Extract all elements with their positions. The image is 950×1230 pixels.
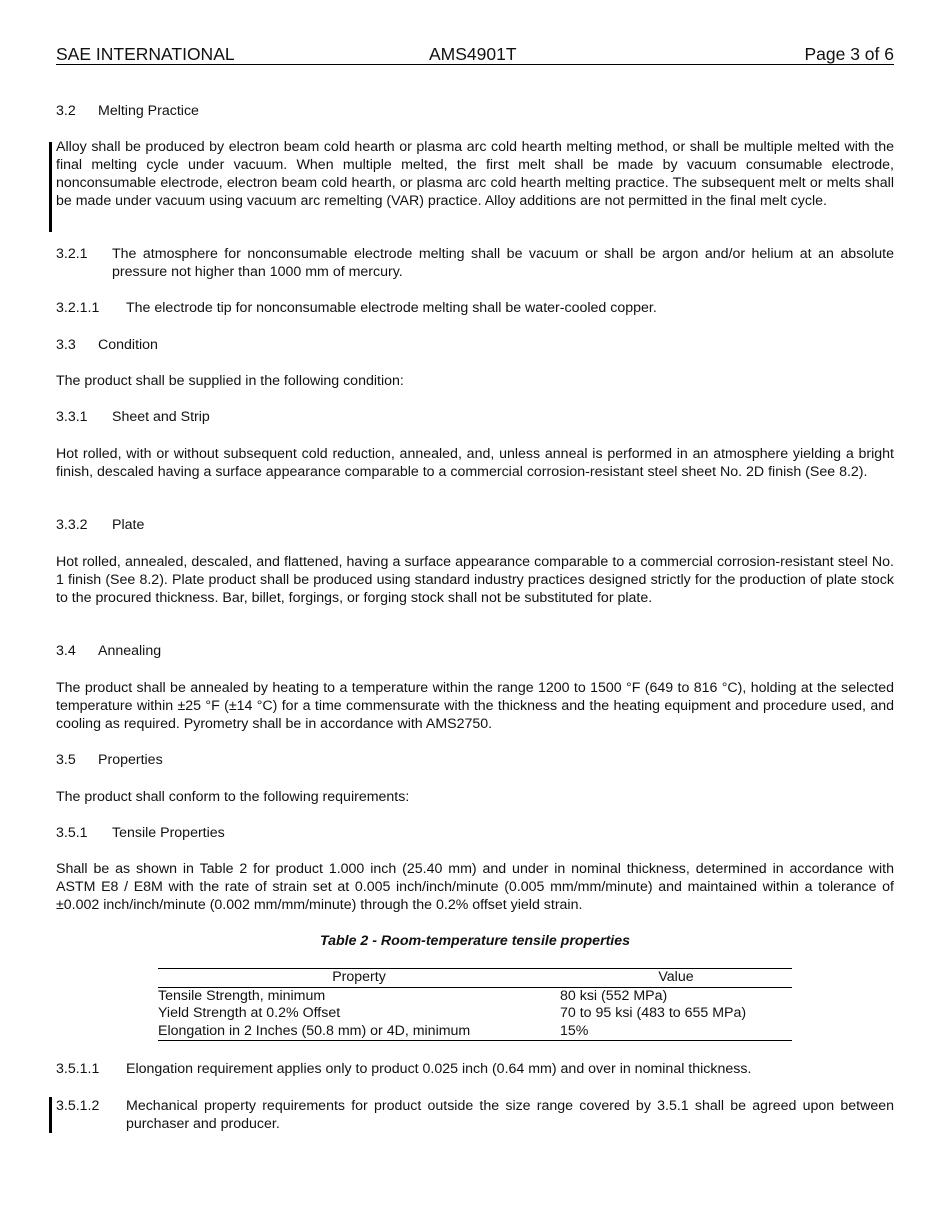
section-3-3-1-body: Hot rolled, with or without subsequent cold reduction, annealed, and, unless anneal is performed in an atmosphere yielding a bright finish, descaled having a surface appearance comparable to a commercial corrosion-resistant steel sheet No. 2D finish (See 8.2).	[56, 446, 894, 480]
table-header-property: Property	[158, 969, 560, 988]
table-cell-value: 70 to 95 ksi (483 to 655 MPa)	[560, 1005, 747, 1021]
change-bar	[49, 1097, 52, 1133]
section-3-2-1: 3.2.1 The atmosphere for nonconsumable electrode melting shall be vacuum or shall be argon and/or helium at an absolute pressure not higher than 1000 mm of mercury.	[56, 246, 894, 280]
table-cell-value: 80 ksi (552 MPa)	[560, 987, 668, 1004]
header-org: SAE INTERNATIONAL	[56, 44, 235, 64]
section-3-2-1-1: 3.2.1.1 The electrode tip for nonconsumable electrode melting shall be water-cooled copper.	[56, 300, 657, 316]
table-row	[158, 987, 792, 1005]
header-page-number: Page 3 of 6	[804, 44, 894, 64]
header-doc-number: AMS4901T	[429, 44, 517, 64]
section-3-3-1-heading: 3.3.1 Sheet and Strip	[56, 409, 210, 425]
section-3-3-heading: 3.3 Condition	[56, 337, 158, 353]
table-caption: Table 2 - Room-temperature tensile properties	[319, 933, 631, 949]
table-header-row	[158, 969, 792, 988]
section-3-5-1-heading: 3.5.1 Tensile Properties	[56, 825, 225, 841]
section-3-5-heading: 3.5 Properties	[56, 752, 163, 768]
change-bar	[49, 142, 52, 232]
page-header	[56, 44, 894, 65]
section-3-5-1-1: 3.5.1.1 Elongation requirement applies only to product 0.025 inch (0.64 mm) and over in nominal thickness.	[56, 1061, 752, 1077]
table-cell-value: 15%	[560, 1023, 792, 1041]
tensile-properties-table	[158, 968, 792, 1041]
section-3-5-1-2: 3.5.1.2 Mechanical property requirements for product outside the size range covered by 3.5.1 shall be agreed upon between purchaser and producer.	[56, 1098, 894, 1132]
section-3-2-body: Alloy shall be produced by electron beam cold hearth or plasma arc cold hearth melting method, or shall be multiple melted with the final melting cycle under vacuum. When multiple melted, the first melt shall be made by vacuum consumable electrode, nonconsumable electrode, electron beam cold hearth, or plasma arc cold hearth melting practice. The subsequent melt or melts shall be made under vacuum using vacuum arc remelting (VAR) practice. Alloy additions are not permitted in the final melt cycle.	[56, 139, 894, 209]
section-3-5-body: The product shall conform to the following requirements:	[56, 789, 410, 805]
table-cell-property: Tensile Strength, minimum	[158, 987, 326, 1004]
section-3-4-body: The product shall be annealed by heating to a temperature within the range 1200 to 1500 °F (649 to 816 °C), holding at the selected temperature within ±25 °F (±14 °C) for a time commensurate with the thickness and the heating equipment and procedure used, and cooling as required. Pyrometry shall be in accordance with AMS2750.	[56, 680, 894, 732]
section-3-5-1-body: Shall be as shown in Table 2 for product 1.000 inch (25.40 mm) and under in nominal thickness, determined in accordance with ASTM E8 / E8M with the rate of strain set at 0.005 inch/inch/minute (0.005 mm/mm/minute) and maintained within a tolerance of ±0.002 inch/inch/minute (0.002 mm/mm/minute) through the 0.2% offset yield strain.	[56, 861, 894, 913]
table-cell-property: Yield Strength at 0.2% Offset	[158, 1005, 341, 1021]
table-row	[158, 1005, 792, 1023]
section-3-3-2-body: Hot rolled, annealed, descaled, and flattened, having a surface appearance comparable to a commercial corrosion-resistant steel No. 1 finish (See 8.2). Plate product shall be produced using standard industry practices designed strictly for the production of plate stock to the procured thickness. Bar, billet, forgings, or forging stock shall not be substituted for plate.	[56, 554, 894, 606]
table-row	[158, 1023, 792, 1041]
table-header-value: Value	[560, 969, 792, 988]
table-cell-property: Elongation in 2 Inches (50.8 mm) or 4D, minimum	[158, 1023, 560, 1041]
section-3-2-heading: 3.2 Melting Practice	[56, 103, 199, 119]
section-3-3-2-heading: 3.3.2 Plate	[56, 517, 145, 533]
section-3-3-body: The product shall be supplied in the following condition:	[56, 373, 404, 389]
section-3-4-heading: 3.4 Annealing	[56, 643, 162, 659]
